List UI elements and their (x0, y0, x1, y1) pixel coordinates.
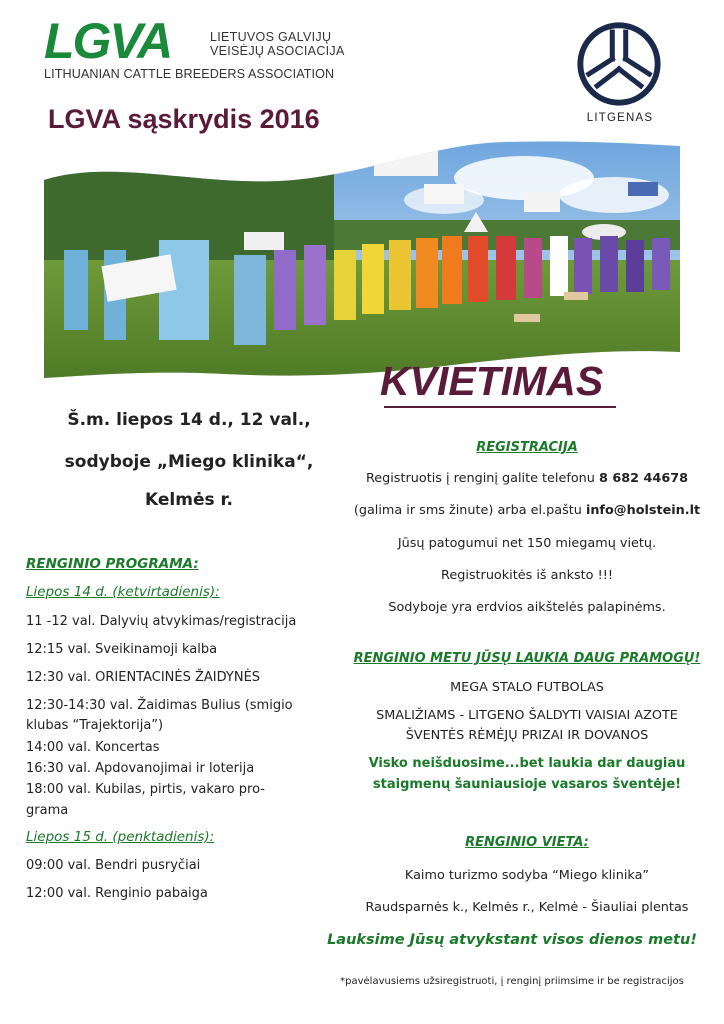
registration-email-text: (galima ir sms žinute) arba el.paštu (353, 503, 586, 518)
program-item: 09:00 val. Bendri pusryčiai (26, 858, 201, 873)
entertainment-item: ŠVENTĖS RĖMĖJŲ PRIZAI IR DOVANOS (405, 728, 649, 743)
entertainment-heading: RENGINIO METU JŪSŲ LAUKIA DAUG PRAMOGŲ! (353, 651, 701, 666)
registration-email-line (330, 503, 724, 518)
program-item: 12:15 val. Sveikinamoji kalba (26, 642, 218, 657)
location-name: Kaimo turizmo sodyba “Miego klinika” (404, 868, 650, 883)
program-item: grama (26, 803, 69, 818)
program-item: 12:00 val. Renginio pabaiga (26, 886, 208, 901)
entertainment-item: MEGA STALO FUTBOLAS (450, 680, 604, 695)
program-item: 16:30 val. Apdovanojimai ir loterija (26, 761, 255, 776)
event-date-time: Š.m. liepos 14 d., 12 val., (67, 410, 311, 430)
program-day1-heading: Liepos 14 d. (ketvirtadienis): (26, 584, 220, 600)
litgenas-wordmark: LITGENAS (586, 112, 654, 124)
footnote: *pavėlavusiems užsiregistruoti, į renginį priimsime ir be registracijos (340, 976, 684, 987)
org-name-lt (210, 30, 345, 58)
lgva-logo: LGVA (44, 13, 172, 69)
event-venue: sodyboje „Miego klinika“, (64, 452, 314, 472)
program-item: 12:30-14:30 val. Žaidimas Bulius (smigio (26, 698, 293, 713)
program-day2 (26, 829, 214, 845)
location-address: Raudsparnės k., Kelmės r., Kelmė - Šiauliai plentas (365, 900, 689, 915)
invitation-title: KVIETIMAS (380, 358, 604, 404)
registration-email[interactable]: info@holstein.lt (585, 503, 701, 518)
registration-phone-line (330, 471, 724, 486)
registration-tents: Sodyboje yra erdvios aikštelės palapinėms. (388, 600, 666, 615)
entertainment-highlight-2: staigmenų šauniausioje vasaros šventėje! (372, 777, 682, 792)
program-item: 14:00 val. Koncertas (26, 740, 160, 755)
litgenas-logo-icon (577, 22, 661, 106)
org-name-en: LITHUANIAN CATTLE BREEDERS ASSOCIATION (44, 67, 335, 81)
program-heading: RENGINIO PROGRAMA: (26, 556, 199, 572)
program-item: 11 -12 val. Dalyvių atvykimas/registracija (26, 614, 297, 629)
registration-beds: Jūsų patogumui net 150 miegamų vietų. (397, 536, 657, 551)
event-title: LGVA sąskrydis 2016 (48, 104, 320, 134)
entertainment-highlight-1: Visko neišduosime...bet laukia dar daugiau (368, 756, 686, 771)
program-day1 (26, 584, 220, 600)
registration-early: Registruokitės iš anksto !!! (441, 568, 613, 583)
program-item: 12:30 val. ORIENTACINĖS ŽAIDYNĖS (26, 670, 261, 685)
entertainment-item: SMALIŽIAMS - LITGENO ŠALDYTI VAISIAI AZOTE (376, 708, 678, 723)
org-name-lt-line1: LIETUVOS GALVIJŲ (210, 30, 332, 44)
org-name-lt-line2: VEISĖJŲ ASOCIACIJA (210, 44, 345, 58)
program-day2-heading: Liepos 15 d. (penktadienis): (26, 829, 215, 845)
event-region: Kelmės r. (145, 490, 233, 510)
event-photo (44, 140, 680, 382)
program-item: klubas “Trajektorija”) (26, 718, 164, 733)
registration-heading: REGISTRACIJA (476, 440, 578, 455)
registration-phone[interactable]: 8 682 44678 (598, 471, 689, 486)
location-heading: RENGINIO VIETA: (465, 835, 589, 850)
program-item: 18:00 val. Kubilas, pirtis, vakaro pro- (26, 782, 265, 797)
closing-message: Lauksime Jūsų atvykstant visos dienos metu! (327, 932, 697, 948)
invitation-title-underline (384, 406, 616, 408)
registration-phone-text: Registruotis į renginį galite telefonu (365, 471, 599, 486)
